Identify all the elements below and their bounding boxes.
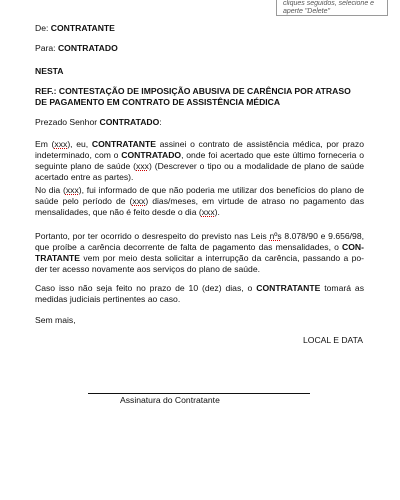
party-name: CON-TRATANTE <box>35 242 364 263</box>
paragraph-text: Caso isso não seja feito no prazo de 10 (dez) dias, o <box>35 283 257 293</box>
instruction-note-line2: aperte "Delete" <box>283 8 330 15</box>
paragraph-text: assinei o contrato de assistência médica, por prazo indeterminado, com o <box>35 139 364 160</box>
paragraph-text: ). <box>214 207 220 217</box>
from-value: CONTRATANTE <box>50 23 115 33</box>
paragraph-text: tomará as medidas judiciais pertinentes ao caso. <box>35 283 364 304</box>
paragraph-text: vem por meio desta solicitar a interrupção da carência, passando a po-der ter acesso novamente aos serviços do plano de saúde. <box>35 253 364 274</box>
instruction-note-line1: cliques seguidos, selecione e <box>283 0 375 7</box>
instruction-note <box>276 0 388 16</box>
paragraph-text: Portanto, por ter ocorrido o desrespeito do previsto nas Leis <box>35 231 270 241</box>
paragraph-text: ) dias/meses, em virtude de atraso no pagamento das mensalidades, que não é feito desde o dia ( <box>35 196 364 217</box>
place-date: LOCAL E DATA <box>302 335 363 345</box>
placeholder-text: xxx <box>136 161 149 171</box>
paragraph-contract <box>35 139 364 183</box>
party-name: CONTRATANTE <box>256 283 321 293</box>
paragraph-deadline <box>35 283 364 305</box>
signature-label: Assinatura do Contratante <box>120 395 220 405</box>
paragraph-text: No dia ( <box>35 185 66 195</box>
party-name: CONTRATADO <box>121 150 182 160</box>
greeting-suffix: : <box>159 117 162 127</box>
closing-line: Sem mais, <box>35 315 76 325</box>
to-value: CONTRATADO <box>57 43 118 53</box>
paragraph-text: Em ( <box>35 139 55 149</box>
paragraph-text: ), eu, <box>67 139 92 149</box>
from-label: De: <box>35 23 49 33</box>
paragraph-request <box>35 231 364 275</box>
signature-line <box>88 393 310 394</box>
to-line <box>35 43 364 54</box>
placeholder-text: xxx <box>201 207 215 217</box>
placeholder-text: xxx <box>54 139 68 149</box>
location-line: NESTA <box>35 66 64 76</box>
law-numbers-abbr: nºs <box>269 231 282 241</box>
paragraph-text: ) (Descrever o tipo ou a modalidade de plano de saúde acertado entre as partes). <box>35 161 364 182</box>
paragraph-text: , onde foi acertado que este último forneceria o seguinte plano de saúde ( <box>35 150 364 171</box>
subject-line: REF.: CONTESTAÇÃO DE IMPOSIÇÃO ABUSIVA DE CARÊNCIA POR ATRASO DE PAGAMENTO EM CONTRATO DE ASSISTÊNCIA MÉDICA <box>35 86 351 107</box>
greeting-prefix: Prezado Senhor <box>35 117 100 127</box>
from-line <box>35 23 364 34</box>
placeholder-text: xxx <box>65 185 79 195</box>
paragraph-text: ), fui informado de que não poderia me utilizar dos benefícios do plano de saúde pelo período de ( <box>35 185 364 206</box>
greeting <box>35 117 364 128</box>
to-label: Para: <box>35 43 56 53</box>
greeting-name: CONTRATADO <box>99 117 160 127</box>
placeholder-text: xxx <box>132 196 146 206</box>
paragraph-notice <box>35 185 364 218</box>
party-name: CONTRATANTE <box>91 139 156 149</box>
paragraph-text: 8.078/90 e 9.656/98, que proíbe a carência decorrente de falta de pagamento das mensalidades, o <box>35 231 365 252</box>
